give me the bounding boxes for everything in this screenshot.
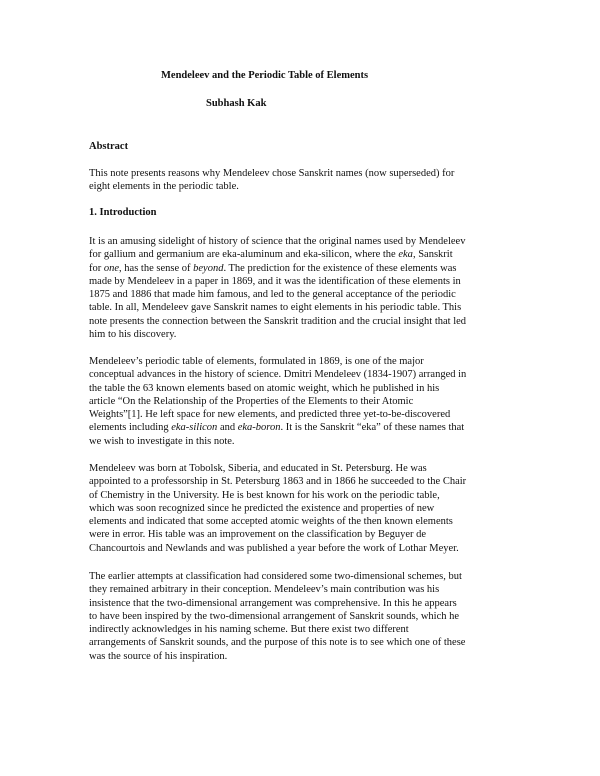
paragraph-line: which was soon recognized since he predicted the existence and properties of new [89,502,435,514]
paragraph-line: for gallium and germanium are eka-aluminum and eka-silicon, where the eka, Sanskrit [89,249,453,261]
paragraph-line: made by Mendeleev in a paper in 1869, and it was the identification of these elements in [89,275,461,287]
paragraph-line: appointed to a professorship in St. Petersburg 1863 and in 1866 he succeeded to the Chair [89,476,467,488]
intro-paragraph-2 [89,355,519,448]
paragraph-line: Mendeleev’s periodic table of elements, formulated in 1869, is one of the major [89,356,424,367]
paragraph-line: of Chemistry in the University. He is best known for his work on the periodic table, [89,489,440,501]
paragraph-line: the table the 63 known elements based on atomic weight, which he published in his [89,382,440,394]
paragraph-line: indirectly acknowledges in his naming scheme. But there exist two different [89,624,409,636]
intro-paragraph-3 [89,462,519,555]
italic-term: eka [398,249,413,261]
italic-term: eka-boron [237,422,281,434]
paragraph-line: elements and indicated that some accepted atomic weights of the then known elements [89,516,453,528]
paragraph-line: conceptual advances in the history of science. Dmitri Mendeleev (1834-1907) arranged in [89,369,467,381]
paragraph-line: insistence that the two-dimensional arrangement was comprehensive. In this he appears [89,597,457,609]
paragraph-line: 1875 and 1886 that made him famous, and led to the general acceptance of the periodic [89,289,456,301]
intro-paragraph-1 [89,235,519,341]
paragraph-line: Mendeleev was born at Tobolsk, Siberia, and educated in St. Petersburg. He was [89,463,427,474]
paper-author: Subhash Kak [206,98,267,109]
paragraph-line: Chancourtois and Newlands and was published a year before the work of Lothar Meyer. [89,542,459,554]
italic-term: eka-silicon [171,422,218,434]
abstract-line: This note presents reasons why Mendeleev chose Sanskrit names (now superseded) for [89,168,455,179]
abstract-line: eight elements in the periodic table. [89,181,239,193]
paragraph-line: we wish to investigate in this note. [89,435,235,447]
paragraph-line: Weights”[1]. He left space for new elements, and predicted three yet-to-be-discovered [89,409,451,421]
paragraph-line: It is an amusing sidelight of history of science that the original names used by Mendeleev [89,236,466,247]
paragraph-line: article “On the Relationship of the Properties of the Elements to their Atomic [89,395,414,407]
paragraph-line: was the source of his inspiration. [89,650,228,662]
abstract-text [89,167,519,194]
paragraph-line: note presents the connection between the Sanskrit tradition and the crucial insight that led [89,315,467,327]
section-heading-introduction: 1. Introduction [89,207,157,218]
paragraph-line: arrangements of Sanskrit sounds, and the purpose of this note is to see which one of these [89,637,466,649]
paragraph-line: The earlier attempts at classification had considered some two-dimensional schemes, but [89,571,462,582]
paragraph-line: elements including eka-silicon and eka-boron. It is the Sanskrit “eka” of these names that [89,422,465,434]
paragraph-line: they remained arbitrary in their conception. Mendeleev’s main contribution was his [89,584,440,596]
abstract-heading: Abstract [89,141,129,152]
intro-paragraph-4 [89,570,519,663]
paragraph-line: for one, has the sense of beyond. The prediction for the existence of these elements was [89,262,457,274]
paragraph-line: to have been inspired by the two-dimensional arrangement of Sanskrit sounds, which he [89,610,460,622]
paragraph-line: were in error. His table was an improvement on the classification by Beguyer de [89,529,427,541]
italic-term: beyond [193,262,224,274]
italic-term: one [103,262,120,274]
paragraph-line: table. In all, Mendeleev gave Sanskrit names to eight elements in his periodic table. This [89,302,462,314]
paper-title: Mendeleev and the Periodic Table of Elements [161,70,369,81]
paragraph-line: him to his discovery. [89,329,177,341]
